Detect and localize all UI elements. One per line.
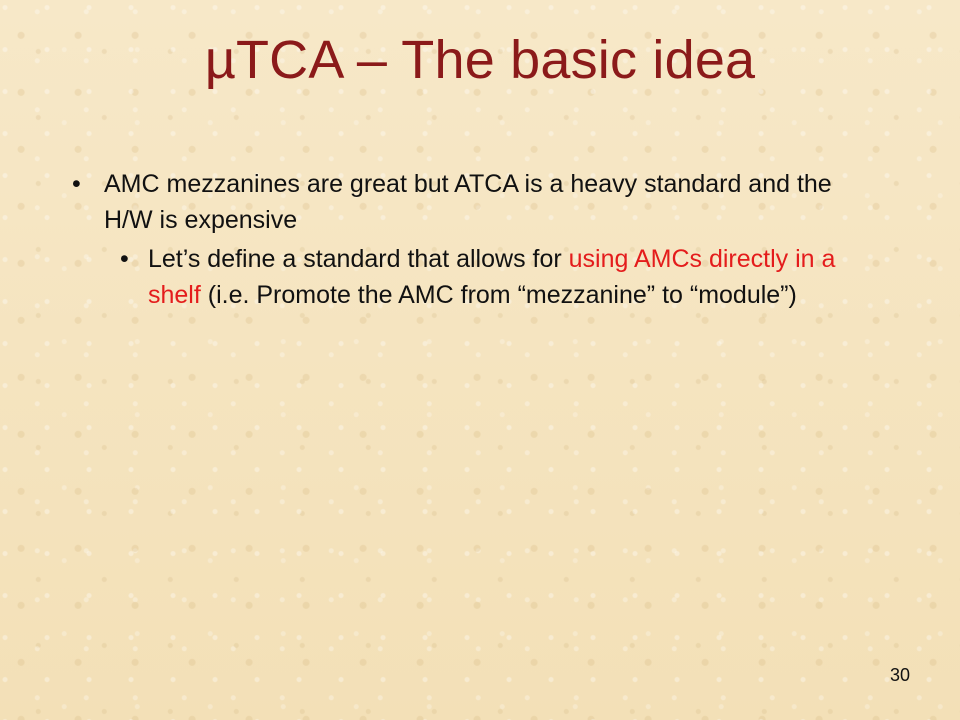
bullet-item-secondary: [120, 241, 862, 313]
page-number: 30: [889, 665, 910, 685]
bullet-dot-icon: •: [120, 245, 129, 273]
bullet-primary-text: AMC mezzanines are great but ATCA is a heavy standard and the H/W is expensive: [104, 170, 832, 234]
bullet-list: [72, 166, 862, 313]
slide-title: µTCA – The basic idea: [204, 30, 756, 90]
bullet-secondary-suffix: (i.e. Promote the AMC from “mezzanine” to “module”): [200, 281, 797, 309]
bullet-item-primary: [72, 166, 862, 238]
bullet-secondary-prefix: Let’s define a standard that allows for: [148, 245, 569, 273]
bullet-dot-icon: •: [72, 170, 81, 198]
bullet-secondary-highlight: using AMCs directly in a shelf: [148, 245, 836, 309]
